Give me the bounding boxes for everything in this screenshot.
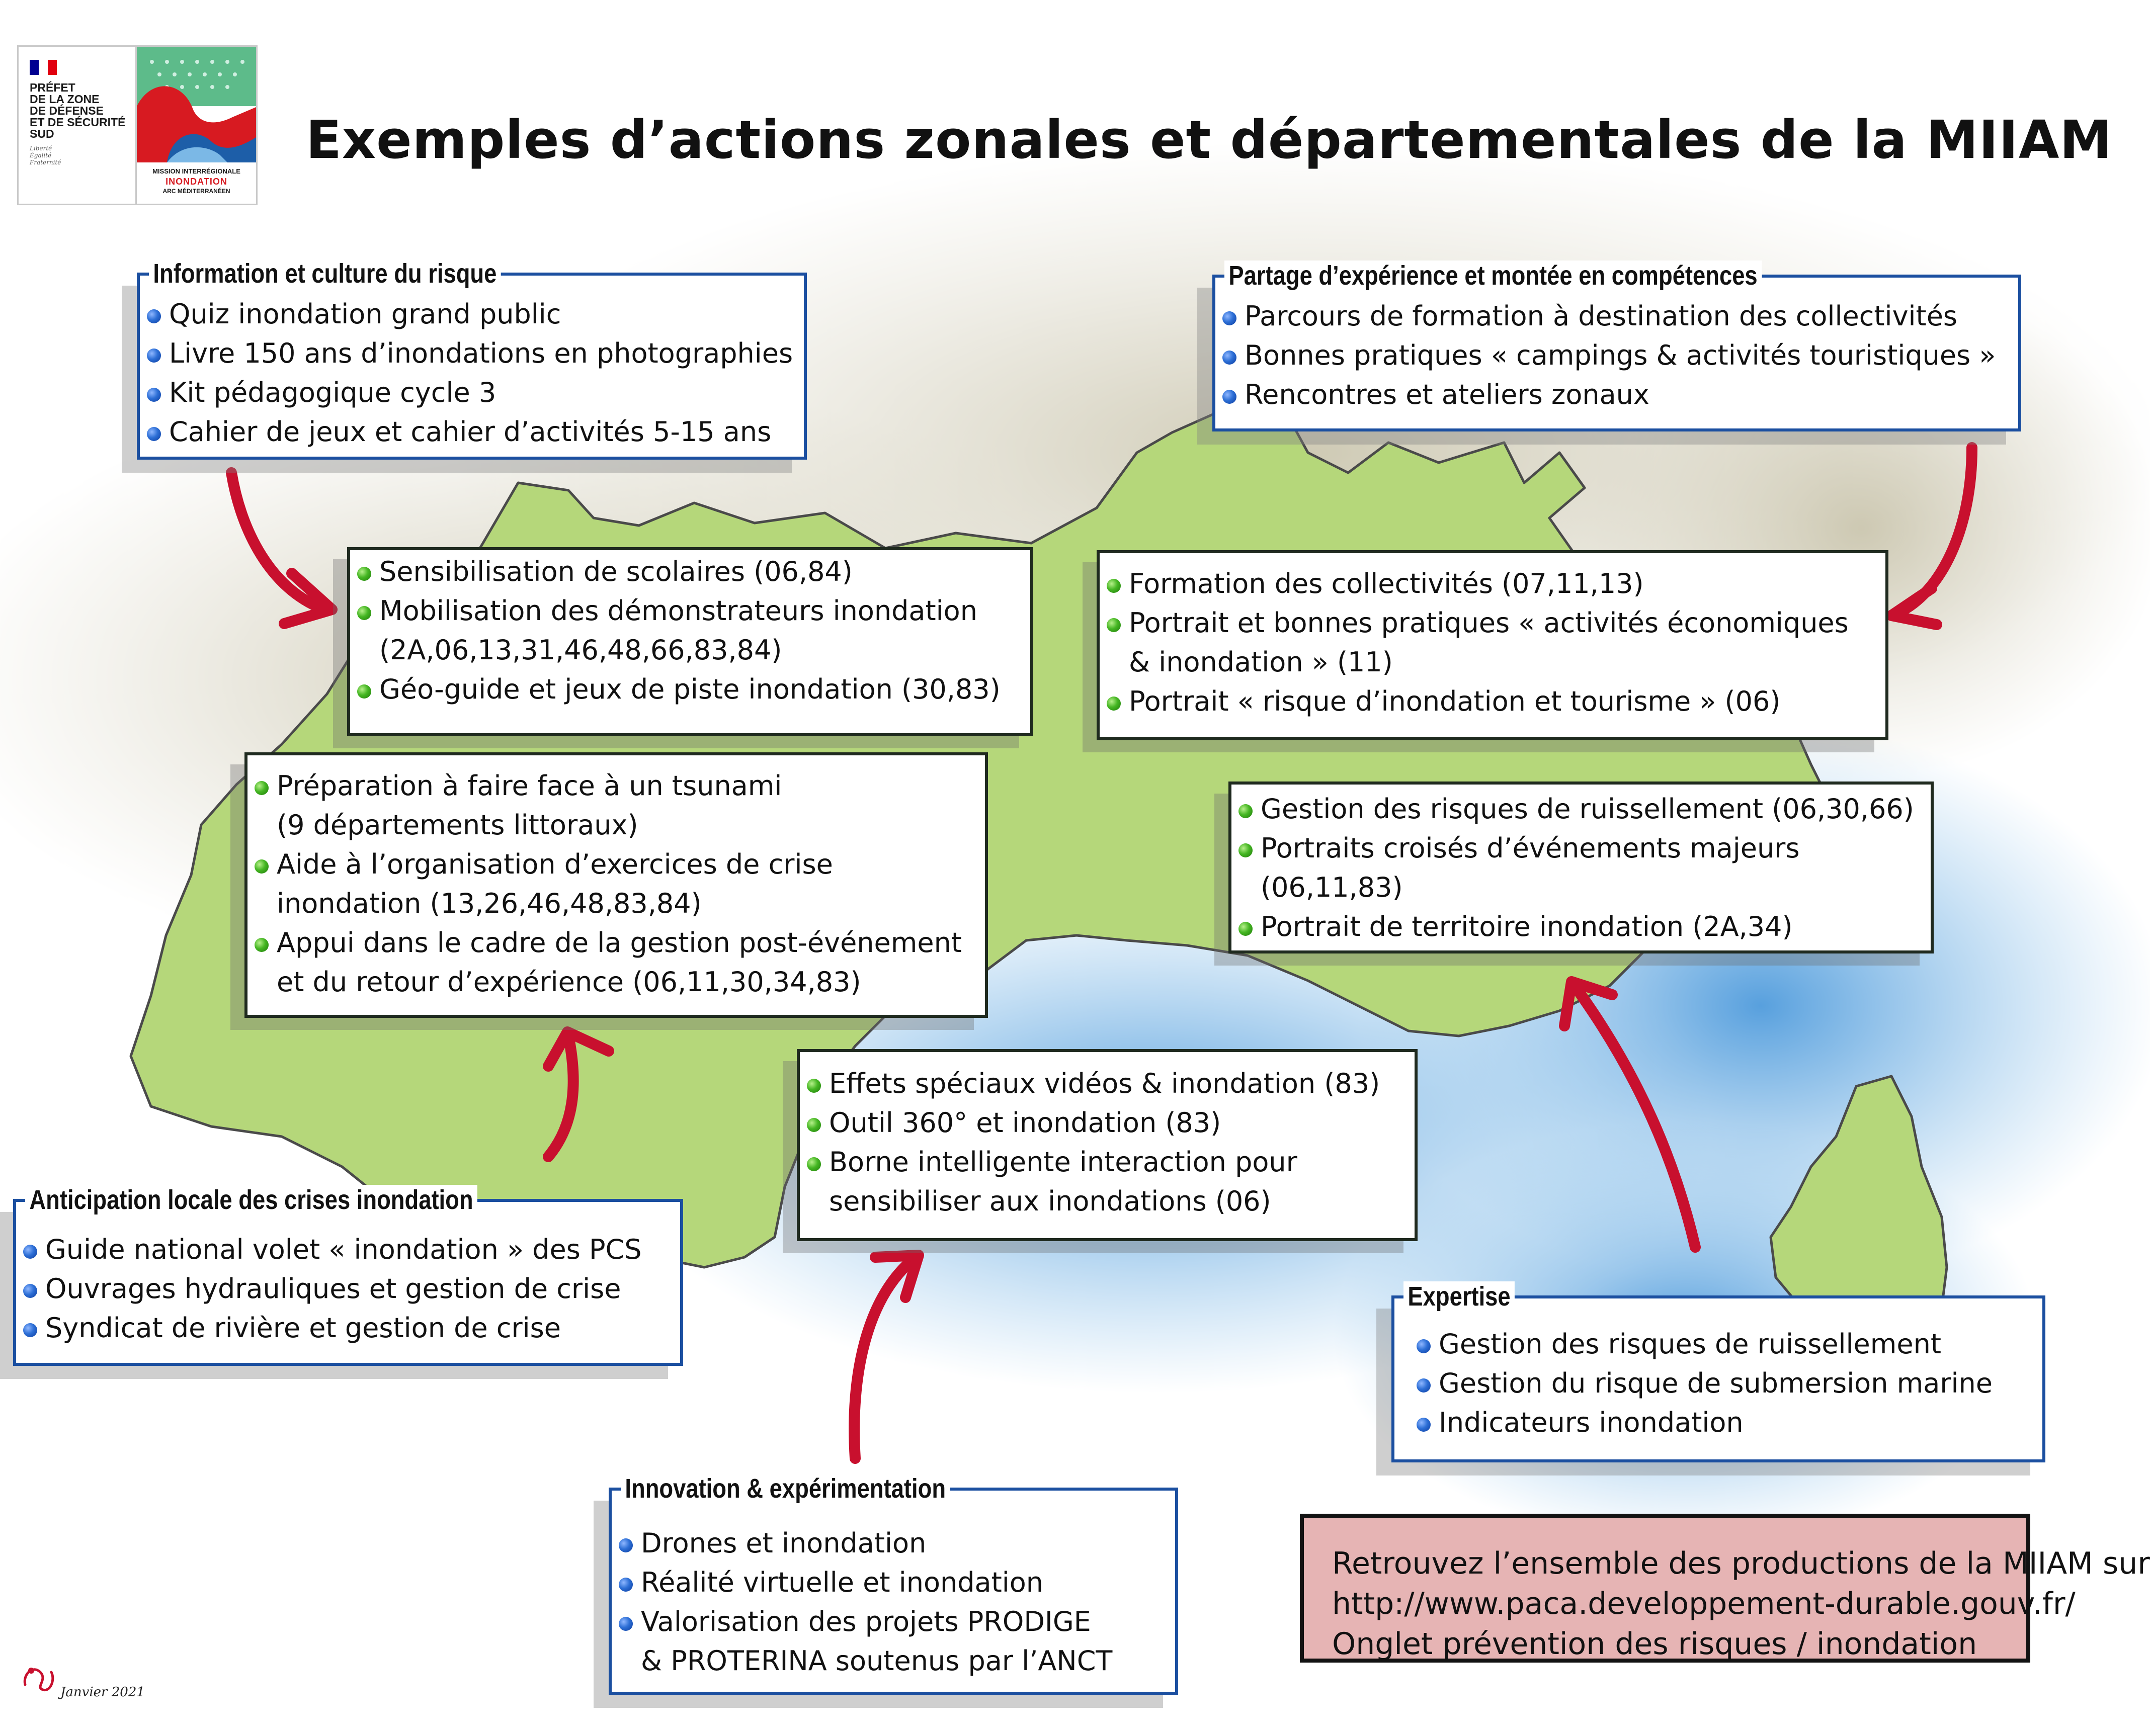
departmental-item-list: [1100, 553, 1885, 721]
blue-bullet-icon: [619, 1617, 633, 1631]
green-bullet-icon: [1238, 843, 1253, 857]
green-bullet-icon: [807, 1118, 821, 1132]
departmental-action-item: [1231, 790, 1931, 829]
resources-text: Retrouvez l’ensemble des productions de la MIIAM sur: [1332, 1546, 2150, 1581]
blue-bullet-icon: [23, 1245, 37, 1259]
zonal-action-item: [1215, 375, 2018, 414]
zonal-action-item: [16, 1269, 680, 1309]
zonal-action-item: [612, 1602, 1175, 1681]
zonal-action-item: [1410, 1403, 2042, 1442]
resources-box: [1300, 1514, 2150, 1663]
zonal-action-item: [1215, 336, 2018, 375]
action-item-text: Syndicat de rivière et gestion de crise: [45, 1312, 561, 1344]
departmental-action-item: [1100, 603, 1885, 682]
green-bullet-icon: [357, 606, 371, 620]
zonal-action-item: [140, 295, 804, 334]
zonal-box-title: Expertise: [1403, 1281, 1515, 1312]
green-bullet-icon: [357, 684, 371, 699]
action-item-text: Drones et inondation: [641, 1527, 927, 1559]
zonal-box-title: Partage d’expérience et montée en compétences: [1224, 261, 1762, 291]
action-item-text: Portrait et bonnes pratiques « activités économiques: [1129, 607, 1849, 639]
action-item-text: Livre 150 ans d’inondations en photographies: [169, 337, 793, 369]
action-item-text: Outil 360° et inondation (83): [829, 1107, 1221, 1139]
miiam-logo-line2: INONDATION: [166, 177, 227, 187]
blue-bullet-icon: [1222, 390, 1236, 404]
action-item-text-continued: & inondation » (11): [1129, 646, 1393, 678]
prefet-logo-name: PRÉFET DE LA ZONE DE DÉFENSE ET DE SÉCURITÉ SUD: [30, 81, 126, 140]
blue-bullet-icon: [147, 388, 161, 402]
zonal-box-title: Information et culture du risque: [149, 258, 501, 289]
departmental-action-item: [1231, 829, 1931, 907]
action-item-text: Quiz inondation grand public: [169, 298, 561, 330]
departmental-action-item: [1231, 907, 1931, 946]
green-bullet-icon: [357, 567, 371, 581]
action-item-text: Guide national volet « inondation » des PCS: [45, 1234, 642, 1265]
green-bullet-icon: [255, 859, 269, 874]
blue-bullet-icon: [1417, 1418, 1431, 1432]
blue-bullet-icon: [147, 309, 161, 323]
zonal-item-list: [1215, 278, 2018, 414]
blue-bullet-icon: [23, 1323, 37, 1337]
green-bullet-icon: [807, 1079, 821, 1093]
departmental-action-item: [800, 1143, 1415, 1221]
zonal-box-partage: [1212, 261, 2021, 431]
zonal-action-item: [612, 1524, 1175, 1563]
green-bullet-icon: [1107, 579, 1121, 593]
zonal-box-expertise: [1391, 1281, 2045, 1462]
departmental-box-culture: [347, 547, 1033, 736]
blue-bullet-icon: [147, 427, 161, 441]
zonal-action-item: [140, 412, 804, 452]
miiam-logo: [137, 47, 256, 204]
action-item-text: Ouvrages hydrauliques et gestion de crise: [45, 1273, 621, 1305]
action-item-text: Rencontres et ateliers zonaux: [1245, 379, 1649, 410]
departmental-item-list: [247, 755, 985, 1002]
author-signature-icon: [20, 1660, 60, 1695]
action-item-text: Indicateurs inondation: [1439, 1407, 1744, 1438]
action-item-text: Aide à l’organisation d’exercices de crise: [277, 848, 833, 880]
departmental-item-list: [350, 550, 1030, 709]
action-item-text: Portraits croisés d’événements majeurs: [1261, 832, 1800, 864]
action-item-text: Valorisation des projets PRODIGE: [641, 1606, 1091, 1637]
miiam-logo-line1: MISSION INTERRÉGIONALE: [152, 167, 240, 175]
action-item-text: Portrait « risque d’inondation et tourisme » (06): [1129, 685, 1781, 717]
action-item-text: Bonnes pratiques « campings & activités touristiques »: [1245, 339, 1996, 371]
zonal-box-title: Innovation & expérimentation: [621, 1473, 950, 1504]
zonal-action-item: [612, 1563, 1175, 1602]
departmental-action-item: [1100, 682, 1885, 721]
action-item-text: Gestion des risques de ruissellement (06,30,66): [1261, 793, 1914, 825]
flag-stripe: [39, 60, 48, 75]
action-item-text: Kit pédagogique cycle 3: [169, 377, 497, 408]
departmental-action-item: [1100, 564, 1885, 603]
page-title: Exemples d’actions zonales et départementales de la MIIAM: [306, 109, 2112, 170]
action-item-text: Appui dans le cadre de la gestion post-événement: [277, 927, 962, 959]
green-bullet-icon: [255, 781, 269, 795]
green-bullet-icon: [1238, 922, 1253, 936]
green-bullet-icon: [807, 1157, 821, 1171]
action-item-text: Formation des collectivités (07,11,13): [1129, 568, 1644, 599]
departmental-box-innovation: [797, 1049, 1418, 1241]
action-item-text: Portrait de territoire inondation (2A,34): [1261, 911, 1793, 942]
departmental-action-item: [247, 923, 985, 1002]
zonal-box-anticipation: [13, 1185, 683, 1366]
departmental-item-list: [800, 1052, 1415, 1221]
green-bullet-icon: [255, 938, 269, 952]
zonal-action-item: [1410, 1364, 2042, 1403]
departmental-box-partage: [1097, 550, 1888, 740]
flag-stripe: [30, 60, 39, 75]
resources-link[interactable]: http://www.paca.developpement-durable.gouv.fr/: [1332, 1586, 2076, 1621]
action-item-text: Réalité virtuelle et inondation: [641, 1567, 1044, 1598]
resources-text: Onglet prévention des risques / inondation: [1332, 1626, 1977, 1662]
logo-block: [17, 45, 258, 205]
zonal-box-innovation: [609, 1473, 1178, 1695]
action-item-text-continued: inondation (13,26,46,48,83,84): [277, 888, 702, 919]
green-bullet-icon: [1107, 618, 1121, 632]
departmental-box-expertise: [1228, 782, 1934, 953]
action-item-text: Borne intelligente interaction pour: [829, 1146, 1297, 1178]
blue-bullet-icon: [1222, 351, 1236, 365]
blue-bullet-icon: [1417, 1378, 1431, 1393]
action-item-text-continued: et du retour d’expérience (06,11,30,34,83): [277, 966, 861, 998]
blue-bullet-icon: [619, 1578, 633, 1592]
date-stamp: Janvier 2021: [60, 1685, 145, 1700]
zonal-action-item: [140, 334, 804, 373]
blue-bullet-icon: [619, 1538, 633, 1552]
blue-bullet-icon: [23, 1284, 37, 1298]
departmental-action-item: [800, 1103, 1415, 1143]
action-item-text: Gestion des risques de ruissellement: [1439, 1328, 1941, 1360]
zonal-item-list: [16, 1202, 680, 1348]
zonal-box-title: Anticipation locale des crises inondation: [25, 1185, 477, 1215]
departmental-action-item: [350, 670, 1030, 709]
action-item-text: Parcours de formation à destination des collectivités: [1245, 300, 1958, 332]
action-item-text-continued: & PROTERINA soutenus par l’ANCT: [641, 1645, 1113, 1677]
action-item-text: Effets spéciaux vidéos & inondation (83): [829, 1068, 1380, 1099]
action-item-text: Gestion du risque de submersion marine: [1439, 1367, 1993, 1399]
zonal-action-item: [16, 1309, 680, 1348]
french-flag-icon: [30, 60, 57, 75]
zonal-item-list: [612, 1491, 1175, 1681]
flag-stripe: [48, 60, 57, 75]
action-item-text: Préparation à faire face à un tsunami: [277, 770, 782, 802]
departmental-action-item: [350, 591, 1030, 670]
departmental-action-item: [247, 766, 985, 845]
departmental-action-item: [350, 552, 1030, 591]
departmental-box-anticipation: [244, 752, 988, 1018]
green-bullet-icon: [1238, 804, 1253, 818]
action-item-text: Mobilisation des démonstrateurs inondation: [379, 595, 977, 627]
blue-bullet-icon: [1222, 311, 1236, 325]
zonal-item-list: [140, 276, 804, 452]
action-item-text: Cahier de jeux et cahier d’activités 5-15 ans: [169, 416, 772, 448]
prefet-logo: [19, 47, 137, 204]
departmental-item-list: [1231, 785, 1931, 946]
action-item-text: Sensibilisation de scolaires (06,84): [379, 556, 853, 587]
zonal-action-item: [1410, 1325, 2042, 1364]
zonal-action-item: [1215, 297, 2018, 336]
blue-bullet-icon: [1417, 1339, 1431, 1353]
miiam-logo-emblem-icon: [137, 47, 256, 162]
prefet-logo-motto: Liberté Égalité Fraternité: [30, 145, 61, 166]
action-item-text-continued: (9 départements littoraux): [277, 809, 638, 841]
action-item-text-continued: sensibiliser aux inondations (06): [829, 1185, 1271, 1217]
action-item-text: Géo-guide et jeux de piste inondation (30,83): [379, 673, 1001, 705]
departmental-action-item: [800, 1064, 1415, 1103]
blue-bullet-icon: [147, 349, 161, 363]
zonal-action-item: [140, 373, 804, 412]
departmental-action-item: [247, 845, 985, 923]
zonal-item-list: [1394, 1298, 2042, 1442]
miiam-logo-line3: ARC MÉDITERRANÉEN: [162, 188, 230, 195]
action-item-text-continued: (2A,06,13,31,46,48,66,83,84): [379, 634, 782, 666]
zonal-box-information: [137, 258, 807, 460]
green-bullet-icon: [1107, 697, 1121, 711]
action-item-text-continued: (06,11,83): [1261, 872, 1403, 903]
zonal-action-item: [16, 1230, 680, 1269]
